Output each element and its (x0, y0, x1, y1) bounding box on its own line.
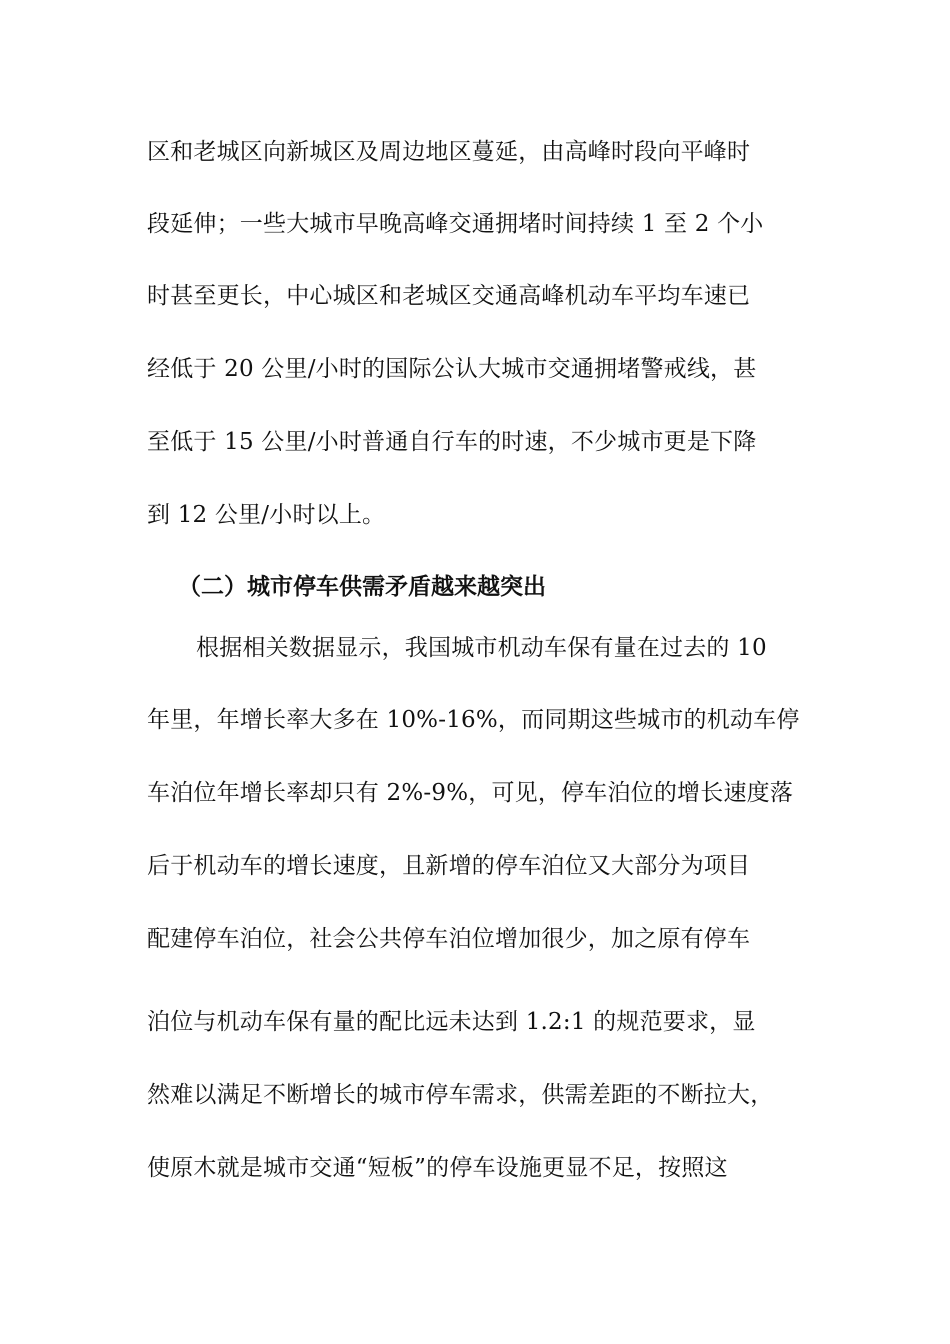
body-text-line: 根据相关数据显示，我国城市机动车保有量在过去的 10 (196, 635, 767, 661)
body-text-line: 泊位与机动车保有量的配比远未达到 1.2:1 的规范要求，显 (147, 1009, 756, 1035)
body-text-line: 段延伸；一些大城市早晚高峰交通拥堵时间持续 1 至 2 个小 (147, 211, 764, 237)
body-text-line: 车泊位年增长率却只有 2%-9%，可见，停车泊位的增长速度落 (147, 780, 794, 806)
body-text-line: 经低于 20 公里/小时的国际公认大城市交通拥堵警戒线，甚 (147, 356, 757, 382)
body-text-line: 配建停车泊位，社会公共停车泊位增加很少，加之原有停车 (147, 926, 751, 952)
body-text-line: 后于机动车的增长速度，且新增的停车泊位又大部分为项目 (147, 853, 751, 879)
body-text-line: 然难以满足不断增长的城市停车需求，供需差距的不断拉大， (147, 1082, 774, 1108)
body-text-line: 年里，年增长率大多在 10%-16%，而同期这些城市的机动车停 (147, 707, 800, 733)
body-text-line: 时甚至更长，中心城区和老城区交通高峰机动车平均车速已 (147, 283, 751, 309)
body-text-line: 至低于 15 公里/小时普通自行车的时速，不少城市更是下降 (147, 429, 757, 455)
body-text-line: 使原木就是城市交通“短板”的停车设施更显不足，按照这 (147, 1155, 728, 1181)
section-heading: （二）城市停车供需矛盾越来越突出 (178, 573, 546, 600)
body-text-line: 区和老城区向新城区及周边地区蔓延，由高峰时段向平峰时 (147, 139, 751, 165)
body-text-line: 到 12 公里/小时以上。 (147, 502, 386, 528)
